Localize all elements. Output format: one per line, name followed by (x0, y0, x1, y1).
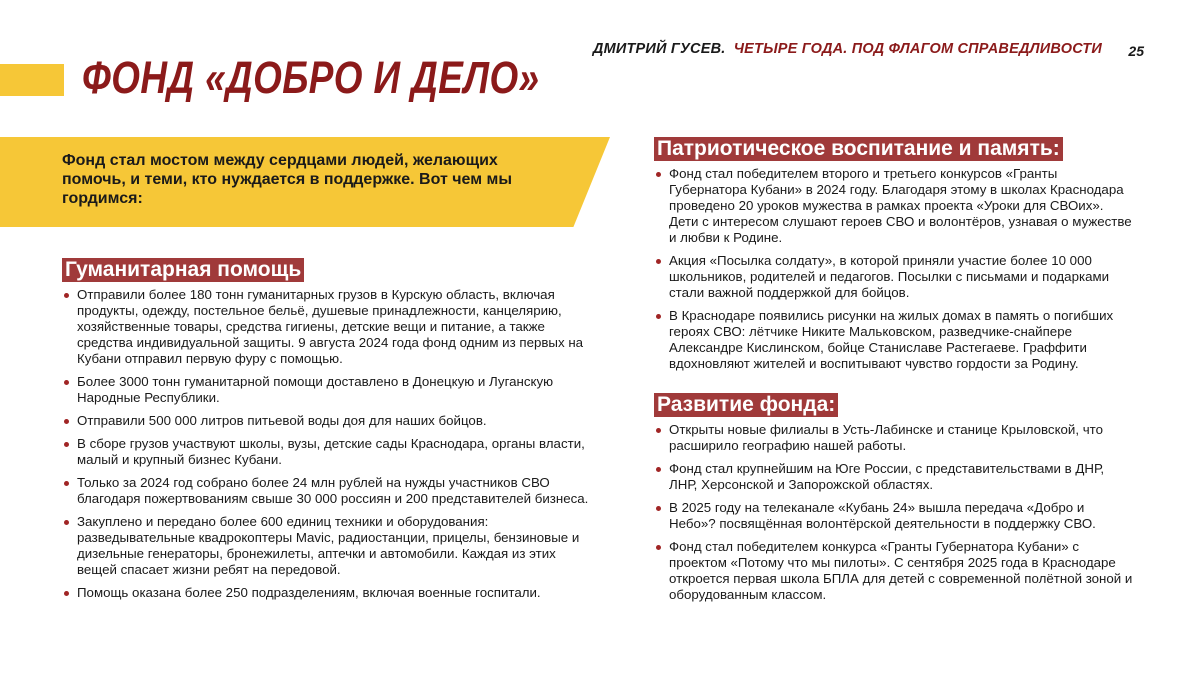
humanitarian-list (62, 287, 592, 608)
list-item (62, 374, 592, 406)
list-item-text: Только за 2024 год собрано более 24 млн рублей на нужды участников СВО благодаря пожертвованиям свыше 30 000 россиян и 200 представителей бизнеса. (77, 475, 589, 506)
list-item (654, 308, 1134, 372)
list-item-text: Более 3000 тонн гуманитарной помощи доставлено в Донецкую и Луганскую Народные Республики. (77, 374, 554, 405)
list-item-text: Закуплено и передано более 600 единиц техники и оборудования: разведывательные квадрокоптеры Mavic, радиостанции, прицелы, бензиновые и дизельные генераторы, бронежилеты, аптечки и автомобили. Каждая из этих вещей спасает жизни ребят на передовой. (77, 514, 580, 577)
list-item (62, 287, 592, 367)
author-name: ДМИТРИЙ ГУСЕВ. (592, 41, 726, 57)
section-heading-humanitarian: Гуманитарная помощь (62, 258, 304, 282)
list-item-text: Фонд стал крупнейшим на Юге России, с представительствами в ДНР, ЛНР, Херсонской и Запорожской областях. (669, 461, 1105, 492)
list-item (62, 436, 592, 468)
running-head (593, 41, 1102, 57)
development-list (654, 422, 1134, 610)
list-item-text: В сборе грузов участвуют школы, вузы, детские сады Краснодара, органы власти, малый и крупный бизнес Кубани. (77, 436, 585, 467)
list-item (62, 413, 592, 429)
list-item (62, 585, 592, 601)
list-item-text: В Краснодаре появились рисунки на жилых домах в память о погибших героях СВО: лётчике Никите Мальковском, разведчике-снайпере Александре Кислинском, бойце Станиславе Растегаеве. Граффити вдохновляют жителей и воспитывают чувство гордости за Родину. (669, 308, 1114, 371)
list-item-text: Помощь оказана более 250 подразделениям, включая военные госпитали. (77, 585, 541, 600)
section-heading-development: Развитие фонда: (654, 393, 838, 417)
list-item (62, 514, 592, 578)
list-item-text: Отправили более 180 тонн гуманитарных грузов в Курскую область, включая продукты, одежду, постельное бельё, душевые принадлежности, канцелярию, хозяйственные товары, средства гигиены, детские вещи и питание, а также средства индивидуальной защиты. 9 августа 2024 года фонд одним из первых на Кубани отправил первую фуру с помощью. (77, 287, 584, 366)
page-number: 25 (1128, 43, 1144, 59)
list-item-text: Открыты новые филиалы в Усть-Лабинске и станице Крыловской, что расширило географию нашей работы. (669, 422, 1104, 453)
list-item (654, 253, 1134, 301)
intro-text: Фонд стал мостом между сердцами людей, желающих помочь, и теми, кто нуждается в поддержке. Вот чем мы гордимся: (62, 152, 512, 207)
list-item (654, 539, 1134, 603)
list-item (654, 166, 1134, 246)
patriotic-list (654, 166, 1134, 379)
list-item-text: Акция «Посылка солдату», в которой приняли участие более 10 000 школьников, родителей и педагогов. Посылки с письмами и подарками стали важной поддержкой для бойцов. (669, 253, 1110, 300)
book-title: ЧЕТЫРЕ ГОДА. ПОД ФЛАГОМ СПРАВЕДЛИВОСТИ (733, 41, 1102, 57)
list-item (62, 475, 592, 507)
list-item (654, 422, 1134, 454)
list-item (654, 461, 1134, 493)
list-item-text: Фонд стал победителем конкурса «Гранты Губернатора Кубани» с проектом «Потому что мы пилоты». С сентября 2025 года в Краснодаре откроется первая школа БПЛА для детей с современной полётной зоной и оборудованным классом. (669, 539, 1133, 602)
title-accent-tab (0, 64, 64, 96)
page-title: ФОНД «ДОБРО И ДЕЛО» (82, 52, 540, 103)
section-heading-patriotic: Патриотическое воспитание и память: (654, 137, 1063, 161)
list-item-text: В 2025 году на телеканале «Кубань 24» вышла передача «Добро и Небо»? посвящённая волонтёрской деятельности в поддержку СВО. (669, 500, 1096, 531)
list-item-text: Отправили 500 000 литров питьевой воды доя для наших бойцов. (77, 413, 487, 428)
list-item (654, 500, 1134, 532)
list-item-text: Фонд стал победителем второго и третьего конкурсов «Гранты Губернатора Кубани» в 2024 году. Благодаря этому в школах Краснодара проведено 20 уроков мужества в рамках проекта «Уроки для СВОих». Дети с интересом слушают героев СВО и волонтёров, узнавая о мужестве и любви к Родине. (669, 166, 1132, 245)
